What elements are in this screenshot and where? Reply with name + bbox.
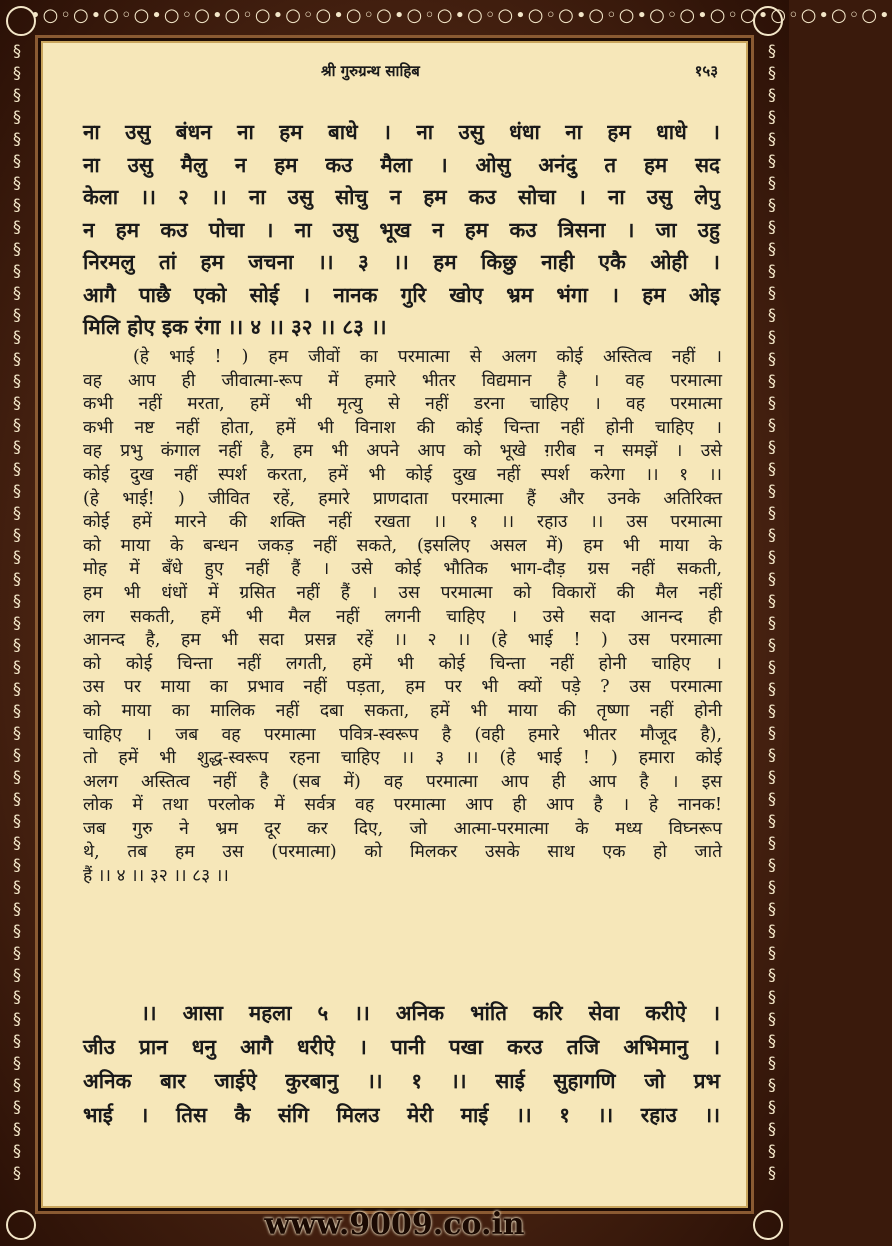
translation-line: जब गुरु ने भ्रम दूर कर दिए, जो आत्मा-परमात्मा के मध्य विघ्नरूप bbox=[83, 818, 722, 839]
verse-line: ना उसु बंधन ना हम बाधे । ना उसु धंधा ना हम धाधे । bbox=[83, 120, 720, 144]
translation-line: चाहिए । जब वह परमात्मा पवित्र-स्वरूप है (वही हमारे भीतर मौजूद है), bbox=[83, 724, 722, 745]
corner-ornament bbox=[753, 6, 783, 36]
verse-line: निरमलु तां हम जचना ।। ३ ।। हम किछु नाही एकै ओही । bbox=[83, 250, 720, 274]
verse-line: ।। आसा महला ५ ।। अनिक भांति करि सेवा करीऐ । bbox=[141, 1001, 720, 1025]
translation-line: वह प्रभु कंगाल नहीं है, हम भी अपने आप को भूखे ग़रीब न समझें । उसे bbox=[83, 441, 722, 462]
verse-line: भाई । तिस कै संगि मिलउ मेरी माई ।। १ ।। रहाउ ।। bbox=[83, 1103, 720, 1127]
translation-line: को कोई चिन्ता नहीं लगती, हमें भी कोई चिन्ता नहीं होनी चाहिए । bbox=[83, 653, 722, 674]
translation-line: वह आप ही जीवात्मा-रूप में हमारे भीतर विद्यमान है । वह परमात्मा bbox=[83, 370, 722, 391]
translation-line: कभी नहीं मरता, हमें भी मृत्यु से नहीं डरना चाहिए । वह परमात्मा bbox=[83, 394, 722, 415]
corner-ornament bbox=[6, 6, 36, 36]
verse-line: केला ।। २ ।। ना उसु सोचु न हम कउ सोचा । ना उसु लेपु bbox=[83, 185, 720, 209]
page-header bbox=[41, 61, 748, 85]
translation-line: कोई हमें मारने की शक्ति नहीं रखता ।। १ ।। रहाउ ।। उस परमात्मा bbox=[83, 512, 722, 533]
verse-line: ना उसु मैलु न हम कउ मैला । ओसु अनंदु त हम सद bbox=[83, 152, 720, 177]
translation-line: को माया का मालिक नहीं दबा सकता, हमें भी माया की तृष्णा नहीं होनी bbox=[83, 700, 722, 721]
book-title: श्री गुरुग्रन्थ साहिब bbox=[321, 62, 420, 80]
right-border-ornament: § § § § § § § § § § § § § § § § § § § § § § § § § § § § § § § § § § § § § § § § § § § § § § § § § § § § bbox=[768, 41, 776, 1182]
verse-line: मिलि होए इक रंगा ।। ४ ।। ३२ ।। ८३ ।। bbox=[83, 315, 387, 339]
translation-line: को माया के बन्धन जकड़ नहीं सकते, (इसलिए असल में) हम भी माया के bbox=[83, 535, 722, 556]
translation-line: अलग अस्तित्व नहीं है (सब में) वह परमात्मा आप ही आप है । इस bbox=[83, 771, 722, 792]
gurbani-verse bbox=[83, 116, 720, 344]
left-border-ornament: § § § § § § § § § § § § § § § § § § § § § § § § § § § § § § § § § § § § § § § § § § § § § § § § § § § § bbox=[13, 41, 21, 1182]
verse-line: न हम कउ पोचा । ना उसु भूख न हम कउ त्रिसना । जा उहु bbox=[83, 217, 720, 242]
translation-line: आनन्द है, हम भी सदा प्रसन्न रहें ।। २ ।। (हे भाई ! ) उस परमात्मा bbox=[83, 630, 722, 651]
scripture-page bbox=[38, 38, 751, 1211]
verse-line: जीउ प्रान धनु आगै धरीऐ । पानी पखा करउ तजि अभिमानु । bbox=[83, 1035, 720, 1059]
translation-line: कभी नष्ट नहीं होता, हमें भी विनाश की कोई चिन्ता नहीं होनी चाहिए । bbox=[83, 417, 722, 438]
translation-line: (हे भाई ! ) हम जीवों का परमात्मा से अलग कोई अस्तित्व नहीं । bbox=[133, 347, 722, 367]
translation-line: मोह में बँधे हुए नहीं हैं । उसे कोई भौतिक भाग-दौड़ ग्रस नहीं सकती, bbox=[83, 559, 722, 580]
page-number: १५३ bbox=[694, 62, 718, 80]
translation-line: हम भी धंधों में ग्रसित नहीं हैं । उस परमात्मा को विकारों की मैल नहीं bbox=[83, 582, 722, 603]
website-url[interactable]: www.9009.co.in bbox=[264, 1207, 525, 1242]
translation-line: लग सकती, हमें भी मैल नहीं लगनी चाहिए । उसे सदा आनन्द ही bbox=[83, 606, 722, 627]
gurbani-verse-asa bbox=[83, 996, 720, 1132]
top-border-ornament: •○◦○•○◦○•○◦○•○◦○•○◦○•○◦○•○◦○•○◦○•○◦○•○◦○•○◦○•○◦○•○◦○•○◦○• bbox=[30, 5, 892, 26]
translation-line: (हे भाई! ) जीवित रहें, हमारे प्राणदाता परमात्मा हैं और उनके अतिरिक्त bbox=[83, 488, 722, 509]
translation-line: उस पर माया का प्रभाव नहीं पड़ता, हम पर भी क्यों पड़े ? उस परमात्मा bbox=[83, 677, 722, 698]
translation-line: थे, तब हम उस (परमात्मा) को मिलकर उसके साथ एक हो जाते bbox=[83, 842, 722, 863]
hindi-translation bbox=[83, 346, 722, 889]
translation-line: लोक में तथा परलोक में सर्वत्र वह परमात्मा आप ही आप है । हे नानक! bbox=[83, 795, 722, 816]
translation-line: हैं ।। ४ ।। ३२ ।। ८३ ।। bbox=[83, 866, 229, 887]
translation-line: कोई दुख नहीं स्पर्श करता, हमें भी कोई दुख नहीं स्पर्श करेगा ।। १ ।। bbox=[83, 464, 722, 485]
verse-line: अनिक बार जाईऐ कुरबानु ।। १ ।। साई सुहागणि जो प्रभ bbox=[83, 1069, 720, 1093]
translation-line: तो हमें भी शुद्ध-स्वरूप रहना चाहिए ।। ३ ।। (हे भाई ! ) हमारा कोई bbox=[83, 748, 722, 769]
verse-line: आगै पाछै एको सोई । नानक गुरि खोए भ्रम भंगा । हम ओइ bbox=[83, 282, 720, 307]
